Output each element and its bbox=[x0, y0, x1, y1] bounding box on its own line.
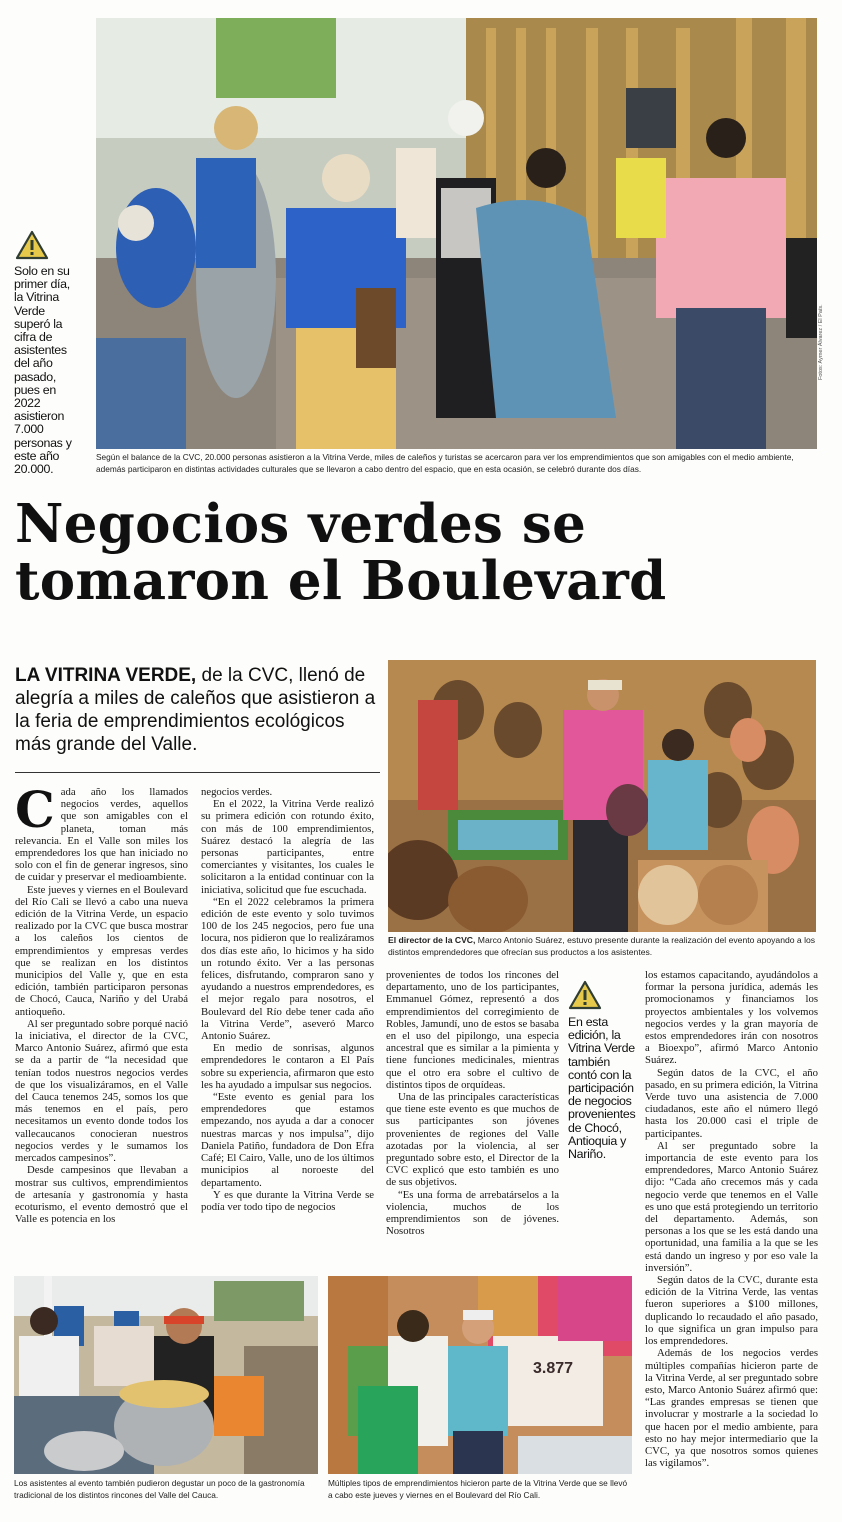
col3-paragraph: provenientes de todos los rincones del departamento, uno de los participantes, Emmanuel Gómez, representó a dos emprendimientos del corregimiento de Robles, Jamundí, uno de estos se basaba en el uso del pipilongo, una especia ancestral que es similar a la pimienta y tiene funciones medicinales, mientras que el otro era sobre el cultivo de distintos tipos de orquídeas. bbox=[386, 969, 559, 1091]
director-photo-caption bbox=[388, 935, 816, 958]
top-sidebar-note: Solo en su primer día, la Vitrina Verde superó la cifra de asistentes del año pasado, pues en 2022 asistieron 7.000 personas y este año 20.000. bbox=[14, 264, 72, 477]
col3-paragraph: “Es una forma de arrebatárselos a la violencia, muchos de los emprendimientos son de jóvenes. Nosotros bbox=[386, 1188, 559, 1238]
director-photo bbox=[388, 660, 816, 932]
director-caption-bold: El director de la CVC, bbox=[388, 935, 476, 945]
col4-paragraph: los estamos capacitando, ayudándolos a formar la persona jurídica, además les promocionamos y financiamos los proyectos ambientales y los volvemos negocios verdes y la gran mayoría de estos emprendedores irán con nosotros a Bioexpo”, afirmó Marco Antonio Suárez. bbox=[645, 969, 818, 1067]
col4-paragraph: Al ser preguntado sobre la importancia de este evento para los emprendedores, Marco Antonio Suárez dijo: “Cada año crecemos más y cada negocio verde que tenemos en el Valle es uno que está protegiendo un territorio del departamento. Además, son personas a los que se les está dando una oportunidad, una familia a la que se les está dando un ingreso y por eso vale la inversión”. bbox=[645, 1139, 818, 1274]
headline: Negocios verdes se tomaron el Boulevard bbox=[15, 493, 667, 612]
col4-paragraph: Además de los negocios verdes múltiples compañías hicieron parte de la Vitrina Verde, al ser preguntado sobre esto, Marco Antonio Suárez afirmó que: “Las grandes empresas se tienen que involucrar y mostrarle a la sociedad lo que hacen por el medio ambiente, para esto no hay mejor intermediario que la CVC, ya que nosotros somos quienes las vigilamos”. bbox=[645, 1347, 818, 1470]
lead-bold: LA VITRINA VERDE, bbox=[15, 665, 197, 686]
food-stall-caption: Los asistentes al evento también pudieron degustar un poco de la gastronomía tradicional de los distintos rincones del Valle del Cauca. bbox=[14, 1478, 305, 1500]
exhibitors-photo bbox=[328, 1276, 632, 1474]
col3-paragraph: Una de las principales características que tiene este evento es que muchos de sus participantes son jóvenes provenientes de regiones del Valle azotadas por la violencia, al ser preguntado sobre esto, el Director de la CVC explicó que esto también es uno de sus objetivos. bbox=[386, 1091, 559, 1189]
col1-paragraph: Este jueves y viernes en el Boulevard del Río Cali se llevó a cabo una nueva edición de la Vitrina Verde, un espacio realizado por la CVC que busca mostrar a los caleños los cientos de emprendimientos y empresas verdes que se realizan en los distintos municipios del Valle y, que en esta edición, también participaron personas de Chocó, Cauca, Nariño y del Urabá antioqueño. bbox=[15, 883, 188, 1018]
col2-paragraph: negocios verdes. bbox=[201, 786, 273, 798]
col4-paragraph: Según datos de la CVC, durante esta edición de la Vitrina Verde, las ventas fueron superiores a $100 millones, duplicando lo recaudado el año pasado, lo que significa un gran impulso para los emprendedores. bbox=[645, 1274, 818, 1348]
top-crowd-photo bbox=[96, 18, 817, 449]
top-photo-caption: Según el balance de la CVC, 20.000 personas asistieron a la Vitrina Verde, miles de caleños y turistas se acercaron para ver los emprendimientos que son amigables con el medio ambiente, además participaron en distintas actividades culturales que se llevaron a cabo dentro del espacio, que en esta ocasión, se celebró durante dos días. bbox=[96, 452, 794, 474]
article-column-3 bbox=[386, 969, 559, 1257]
col1-paragraph: ada año los llamados negocios verdes, aquellos que son amigables con el planeta, toman más relevancia. En el Valle son miles los emprendedores los que han iniciado no solo con el fin de generar ingresos, sino de cuidar y preservar el medioambiente. bbox=[15, 786, 188, 884]
col2-paragraph: En el 2022, la Vitrina Verde realizó su primera edición con rotundo éxito, con más de 100 emprendimientos, Suárez destacó la alegría de las personas participantes, entre comerciantes y visitantes, los cuales le solicitaron a la entidad continuar con la iniciativa, solicitud que fue escuchada. bbox=[201, 798, 374, 896]
lead-rest: de la CVC, llenó de alegría a miles de caleños que asistieron a la feria de emprendimientos ecológicos más grande del Valle. bbox=[15, 665, 376, 755]
dropcap: C bbox=[15, 780, 55, 839]
col1-paragraph: Al ser preguntado sobre porqué nació la iniciativa, el director de la CVC, Marco Antonio Suárez, afirmó que esta se da a partir de “la necesidad que tenían todos nuestros negocios verdes de que los visualizáramos, en el Valle del Cauca tenemos 245, somos los que más tenemos en el país, pero necesitamos un evento donde todos los vallecaucanos conocieran nuestros negocios verdes y le sumamos los mercados campesinos”. bbox=[15, 1017, 188, 1165]
warning-icon bbox=[568, 980, 602, 1010]
photo-credit: Fotos: Aymer Álvarez / El País. bbox=[818, 304, 824, 380]
director-caption-rest: Marco Antonio Suárez, estuvo presente durante la realización del evento apoyando a los distintos emprendedores que ofrecían sus productos a los asistentes. bbox=[388, 935, 816, 957]
warning-icon bbox=[15, 230, 49, 260]
col1-paragraph: Desde campesinos que llevaban a mostrar sus cultivos, emprendimientos de artesanía y gastronomía y hasta ecoturismo, el evento demostró que el Valle es potencia en los bbox=[15, 1164, 188, 1226]
article-column-4 bbox=[645, 969, 818, 1509]
col4-paragraph: Según datos de la CVC, el año pasado, en su primera edición, la Vitrina Verde tuvo una asistencia de 7.000 ciudadanos, este año el número llegó hasta los 20.000 casi el triple de participantes. bbox=[645, 1066, 818, 1140]
food-stall-photo bbox=[14, 1276, 318, 1474]
col2-paragraph: Y es que durante la Vitrina Verde se podía ver todo tipo de negocios bbox=[201, 1188, 374, 1213]
article-column-2 bbox=[201, 786, 374, 1256]
col2-paragraph: En medio de sonrisas, algunos emprendedores le contaron a El País sobre su experiencia, afirmaron que esto les ha ayudado a impulsar sus negocios. bbox=[201, 1042, 374, 1091]
lead-paragraph bbox=[15, 664, 380, 756]
article-column-1 bbox=[15, 780, 188, 1256]
lead-divider bbox=[15, 772, 380, 773]
col2-paragraph: “Este evento es genial para los emprendedores que estamos empezando, nos ayuda a dar a conocer nuestras marcas y nos impulsa”, dijo Daniela Patiño, fundadora de Don Efra Café; El Cairo, Valle, uno de los últimos municipios al noroeste del departamento. bbox=[201, 1091, 374, 1189]
sign-number: 3.877 bbox=[533, 1360, 574, 1377]
col2-paragraph: “En el 2022 celebramos la primera edición de este evento y solo tuvimos 100 de los 245 negocios, pero fue una locura, nos pidieron que lo realizáramos dos días este año, lo hicimos y ha sido un rotundo éxito. Ver a las personas felices, disfrutando, compraron sano y ayudando a nuestros emprendedores, es el mejor regalo para nosotros, el Boulevard del Río debe tener cada año la Vitrina Verde”, aseveró Marco Antonio Suárez. bbox=[201, 895, 374, 1043]
exhibitors-caption: Múltiples tipos de emprendimientos hicieron parte de la Vitrina Verde que se llevó a cabo este jueves y viernes en el Boulevard del Río Cali. bbox=[328, 1478, 628, 1500]
mid-sidebar-note: En esta edición, la Vitrina Verde también contó con la participación de negocios provenientes de Chocó, Antioquia y Nariño. bbox=[568, 1015, 636, 1162]
